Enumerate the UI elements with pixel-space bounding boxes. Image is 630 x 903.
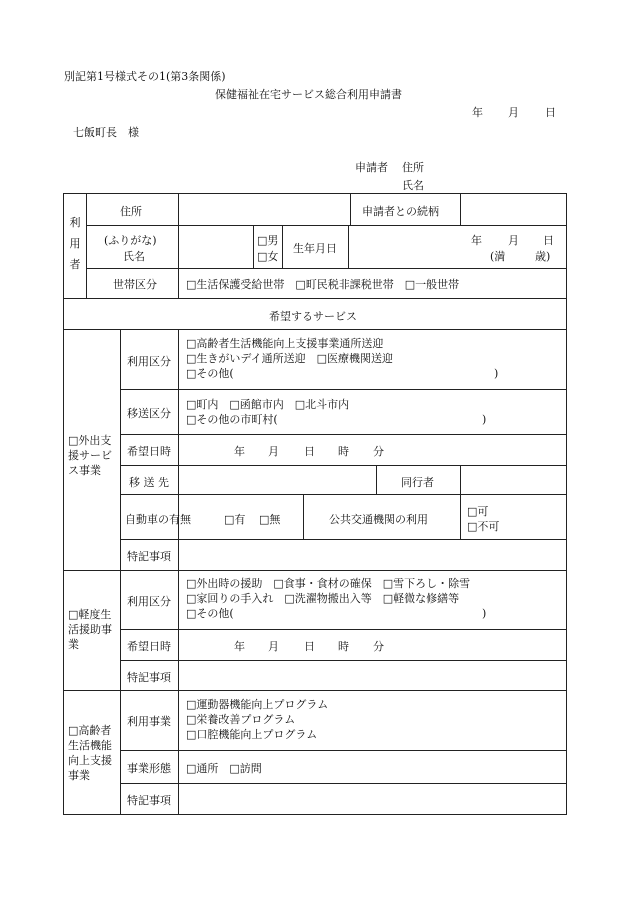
user-address-label: 住所 — [120, 205, 142, 218]
outing-title-line: □外出支 — [68, 434, 112, 447]
date-day-unit: 日 — [545, 106, 556, 119]
applicant-label: 申請者 — [355, 161, 388, 174]
outing-service-checkbox[interactable] — [68, 433, 112, 478]
outing-usage-line: □高齢者生活機能向上支援事業通所送迎 — [186, 337, 384, 350]
birth-day-unit: 日 — [543, 234, 554, 247]
light-usage-line: □家回りの手入れ □洗濯物搬出入等 □軽微な修繕等 — [186, 592, 460, 605]
format-options[interactable]: □通所 □訪問 — [186, 762, 262, 775]
light-usage-label: 利用区分 — [127, 595, 171, 608]
outing-minute-unit: 分 — [373, 445, 384, 458]
light-datetime-label: 希望日時 — [127, 640, 171, 653]
elderly-usage-line: □運動器機能向上プログラム — [186, 698, 329, 711]
user-side-char: 者 — [69, 258, 81, 271]
outing-title-line: 援サービ — [68, 449, 112, 462]
elderly-usage-line: □栄養改善プログラム — [186, 713, 296, 726]
elderly-title-line: 事業 — [68, 769, 90, 782]
transport-label: 移送区分 — [127, 407, 171, 420]
car-no-checkbox[interactable]: □無 — [259, 513, 281, 526]
applicant-name-label: 氏名 — [402, 179, 424, 192]
outing-notes-label: 特記事項 — [127, 550, 171, 563]
public-yes-checkbox[interactable]: □可 — [467, 505, 489, 518]
furigana-label: (ふりがな) — [104, 234, 157, 247]
outing-month-unit: 月 — [268, 445, 279, 458]
light-title-line: 業 — [68, 638, 79, 651]
transport-options[interactable] — [186, 397, 556, 427]
male-checkbox[interactable]: □男 — [257, 234, 279, 247]
elderly-usage-label: 利用事業 — [127, 715, 171, 728]
form-title: 保健福祉在宅サービス総合利用申請書 — [215, 88, 402, 101]
age-close: 歳) — [535, 250, 551, 263]
elderly-title-line: 向上支援 — [68, 754, 112, 767]
applicant-address-label: 住所 — [402, 161, 424, 174]
age-open: (満 — [490, 250, 506, 263]
light-year-unit: 年 — [234, 640, 245, 653]
user-name-label: 氏名 — [123, 250, 145, 263]
user-side-char: 用 — [69, 237, 81, 250]
elderly-title-line: 生活機能 — [68, 739, 112, 752]
light-usage-options[interactable] — [186, 576, 561, 621]
relation-label: 申請者との続柄 — [362, 205, 439, 218]
user-side-char: 利 — [69, 216, 81, 229]
user-side-label — [68, 212, 82, 275]
date-year-unit: 年 — [472, 106, 483, 119]
birthdate-label: 生年月日 — [293, 242, 337, 255]
outing-usage-line: □生きがいデイ通所送迎 □医療機関送迎 — [186, 352, 394, 365]
household-options[interactable]: □生活保護受給世帯 □町民税非課税世帯 □一般世帯 — [186, 278, 460, 291]
format-label: 事業形態 — [127, 762, 171, 775]
light-title-line: □軽度生 — [68, 608, 112, 621]
light-minute-unit: 分 — [373, 640, 384, 653]
outing-usage-line: □その他( ) — [186, 367, 499, 380]
addressee: 七飯町長 様 — [73, 126, 139, 139]
light-usage-line: □外出時の援助 □食事・食材の確保 □雪下ろし・除雪 — [186, 577, 471, 590]
household-label: 世帯区分 — [113, 278, 157, 291]
outing-year-unit: 年 — [234, 445, 245, 458]
birth-month-unit: 月 — [508, 234, 519, 247]
car-yes-checkbox[interactable]: □有 — [224, 513, 246, 526]
elderly-title-line: □高齢者 — [68, 724, 112, 737]
outing-day-unit: 日 — [304, 445, 315, 458]
light-hour-unit: 時 — [338, 640, 349, 653]
outing-title-line: ス事業 — [68, 464, 101, 477]
services-header: 希望するサービス — [269, 310, 357, 323]
outing-usage-label: 利用区分 — [127, 355, 171, 368]
date-month-unit: 月 — [508, 106, 519, 119]
female-checkbox[interactable]: □女 — [257, 250, 279, 263]
elderly-support-checkbox[interactable] — [68, 723, 112, 783]
light-usage-line: □その他( ) — [186, 607, 487, 620]
elderly-usage-line: □口腔機能向上プログラム — [186, 728, 318, 741]
destination-label: 移 送 先 — [129, 476, 169, 489]
companion-label: 同行者 — [401, 476, 434, 489]
light-title-line: 活援助事 — [68, 623, 112, 636]
public-transport-label: 公共交通機関の利用 — [329, 513, 428, 526]
transport-line: □その他の市町村( ) — [186, 413, 487, 426]
birth-year-unit: 年 — [471, 234, 482, 247]
outing-usage-options[interactable] — [186, 336, 556, 381]
outing-hour-unit: 時 — [338, 445, 349, 458]
elderly-usage-options[interactable] — [186, 697, 556, 742]
light-month-unit: 月 — [268, 640, 279, 653]
transport-line: □町内 □函館市内 □北斗市内 — [186, 398, 350, 411]
light-day-unit: 日 — [304, 640, 315, 653]
light-support-checkbox[interactable] — [68, 607, 112, 652]
outing-datetime-label: 希望日時 — [127, 445, 171, 458]
car-label: 自動車の有無 — [125, 513, 191, 526]
public-no-checkbox[interactable]: □不可 — [467, 520, 500, 533]
form-reference: 別記第1号様式その1(第3条関係) — [64, 70, 226, 83]
light-notes-label: 特記事項 — [127, 671, 171, 684]
elderly-notes-label: 特記事項 — [127, 794, 171, 807]
